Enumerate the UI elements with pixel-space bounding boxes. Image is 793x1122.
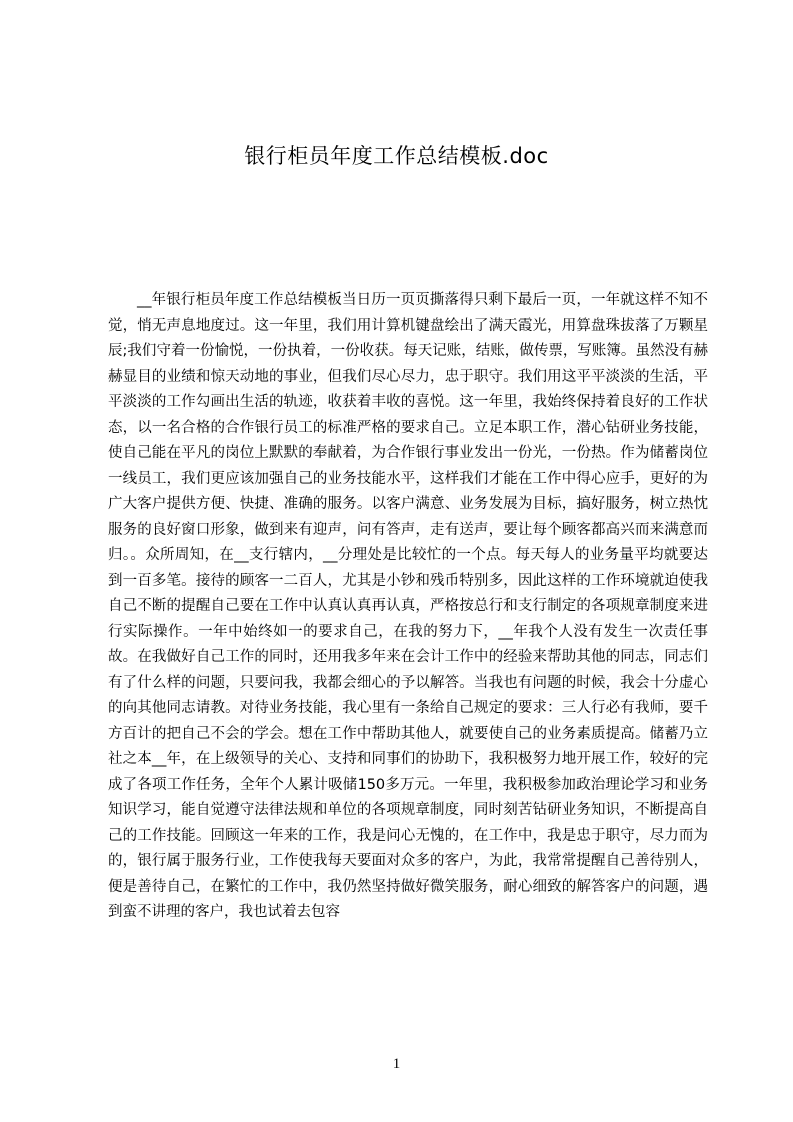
- document-title: 银行柜员年度工作总结模板.doc: [244, 144, 549, 168]
- page-number: 1: [392, 1056, 401, 1072]
- body-paragraph: __年银行柜员年度工作总结模板当日历一页页撕落得只剩下最后一页，一年就这样不知不觉，悄无声息地度过。这一年里，我们用计算机键盘绘出了满天霞光，用算盘珠拔落了万颗星辰;我们守着一份愉悦，一份执着，一份收获。每天记账，结账，做传票，写账簿。虽然没有赫赫显目的业绩和惊天动地的事业，但我们尽心尽力，忠于职守。我们用这平平淡淡的生活，平平淡淡的工作勾画出生活的轨迹，收获着丰收的喜悦。这一年里，我始终保持着良好的工作状态，以一名合格的合作银行员工的标准严格的要求自己。立足本职工作，潜心钻研业务技能，使自己能在平凡的岗位上默默的奉献着，为合作银行事业发出一份光，一份热。作为储蓄岗位一线员工，我们更应该加强自己的业务技能水平，这样我们才能在工作中得心应手，更好的为广大客户提供方便、快捷、准确的服务。以客户满意、业务发展为目标，搞好服务，树立热忱服务的良好窗口形象，做到来有迎声，问有答声，走有送声，要让每个顾客都高兴而来满意而归。。众所周知，在__支行辖内，__分理处是比较忙的一个点。每天每人的业务量平均就要达到一百多笔。接待的顾客一二百人，尤其是小钞和残币特别多，因此这样的工作环境就迫使我自己不断的提醒自己要在工作中认真认真再认真，严格按总行和支行制定的各项规章制度来进行实际操作。一年中始终如一的要求自己，在我的努力下，__年我个人没有发生一次责任事故。在我做好自己工作的同时，还用我多年来在会计工作中的经验来帮助其他的同志，同志们有了什么样的问题，只要问我，我都会细心的予以解答。当我也有问题的时候，我会十分虚心的向其他同志请教。对待业务技能，我心里有一条给自己规定的要求：三人行必有我师，要千方百计的把自己不会的学会。想在工作中帮助其他人，就要使自己的业务素质提高。储蓄乃立社之本__年，在上级领导的关心、支持和同事们的协助下，我积极努力地开展工作，较好的完成了各项工作任务，全年个人累计吸储150多万元。一年里，我积极参加政治理论学习和业务知识学习，能自觉遵守法律法规和单位的各项规章制度，同时刻苦钻研业务知识，不断提高自己的工作技能。回顾这一年来的工作，我是问心无愧的，在工作中，我是忠于职守，尽力而为的，银行属于服务行业，工作使我每天要面对众多的客户，为此，我常常提醒自己善待别人，便是善待自己，在繁忙的工作中，我仍然坚持做好微笑服务，耐心细致的解答客户的问题，遇到蛮不讲理的客户，我也试着去包容: [108, 292, 708, 920]
